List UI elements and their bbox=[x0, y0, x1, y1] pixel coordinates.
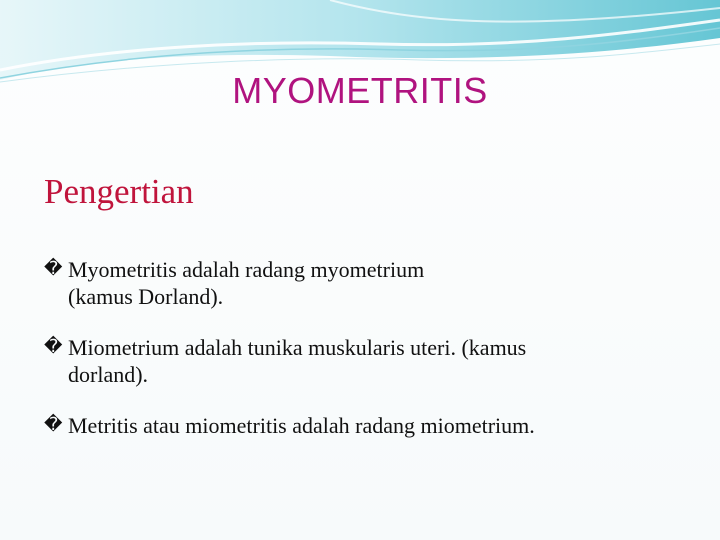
bullet-item bbox=[44, 334, 694, 388]
bullet-line: dorland). bbox=[68, 362, 149, 387]
slide-title: MYOMETRITIS bbox=[232, 70, 488, 111]
bullet-item bbox=[44, 412, 694, 439]
bullet-line: Metritis atau miometritis adalah radang miometrium. bbox=[68, 413, 535, 438]
bullet-line: Miometrium adalah tunika muskularis uteri. (kamus bbox=[68, 335, 527, 360]
bullet-icon: � bbox=[44, 336, 63, 357]
bullet-line: Myometritis adalah radang myometrium bbox=[68, 257, 425, 282]
section-heading: Pengertian bbox=[44, 172, 194, 211]
bullet-line: (kamus Dorland). bbox=[68, 284, 224, 309]
bullet-list bbox=[44, 256, 694, 463]
bullet-item bbox=[44, 256, 694, 310]
bullet-icon: � bbox=[44, 414, 63, 435]
bullet-icon: � bbox=[44, 258, 63, 279]
